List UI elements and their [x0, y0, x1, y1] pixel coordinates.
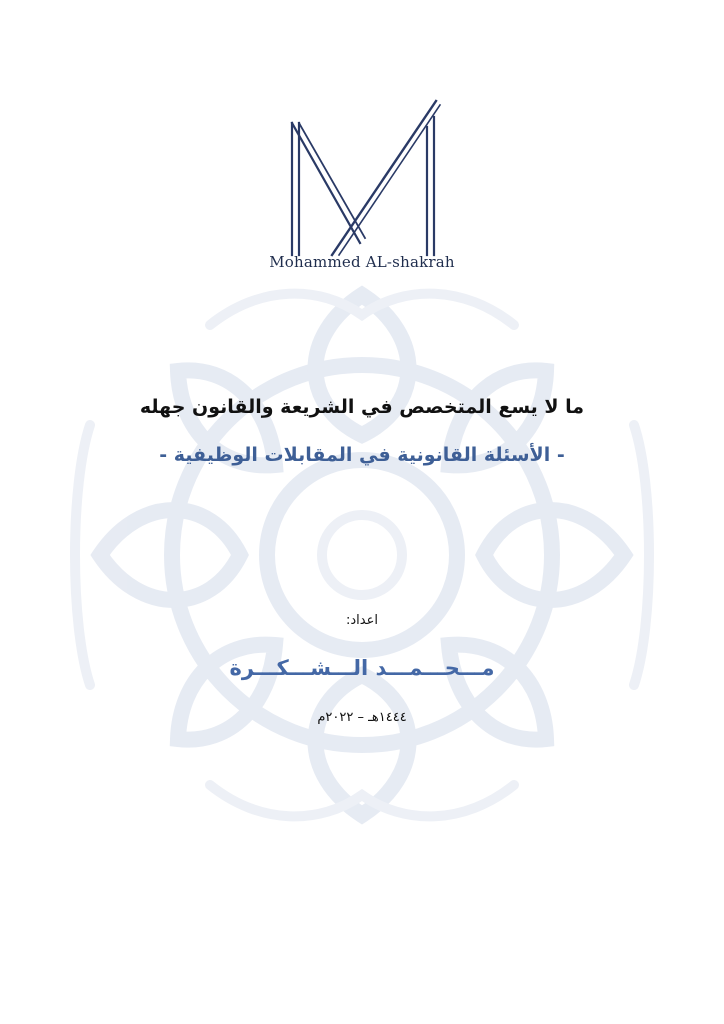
author-name: مـــحـــمـــد الـــشـــكـــرة: [229, 656, 495, 680]
page-title: ما لا يسع المتخصص في الشريعة والقانون جهله: [139, 396, 585, 418]
prepared-by-label: اعداد:: [346, 613, 378, 628]
brand-name: Mohammed AL-shakrah: [269, 253, 455, 271]
monogram-m-icon: [270, 95, 460, 260]
arabesque-ornament-icon: [60, 255, 664, 855]
publication-date: ١٤٤٤هـ – ٢٠٢٢م: [317, 710, 407, 725]
page-subtitle: - الأسئلة القانونية في المقابلات الوظيفية -: [159, 444, 565, 466]
